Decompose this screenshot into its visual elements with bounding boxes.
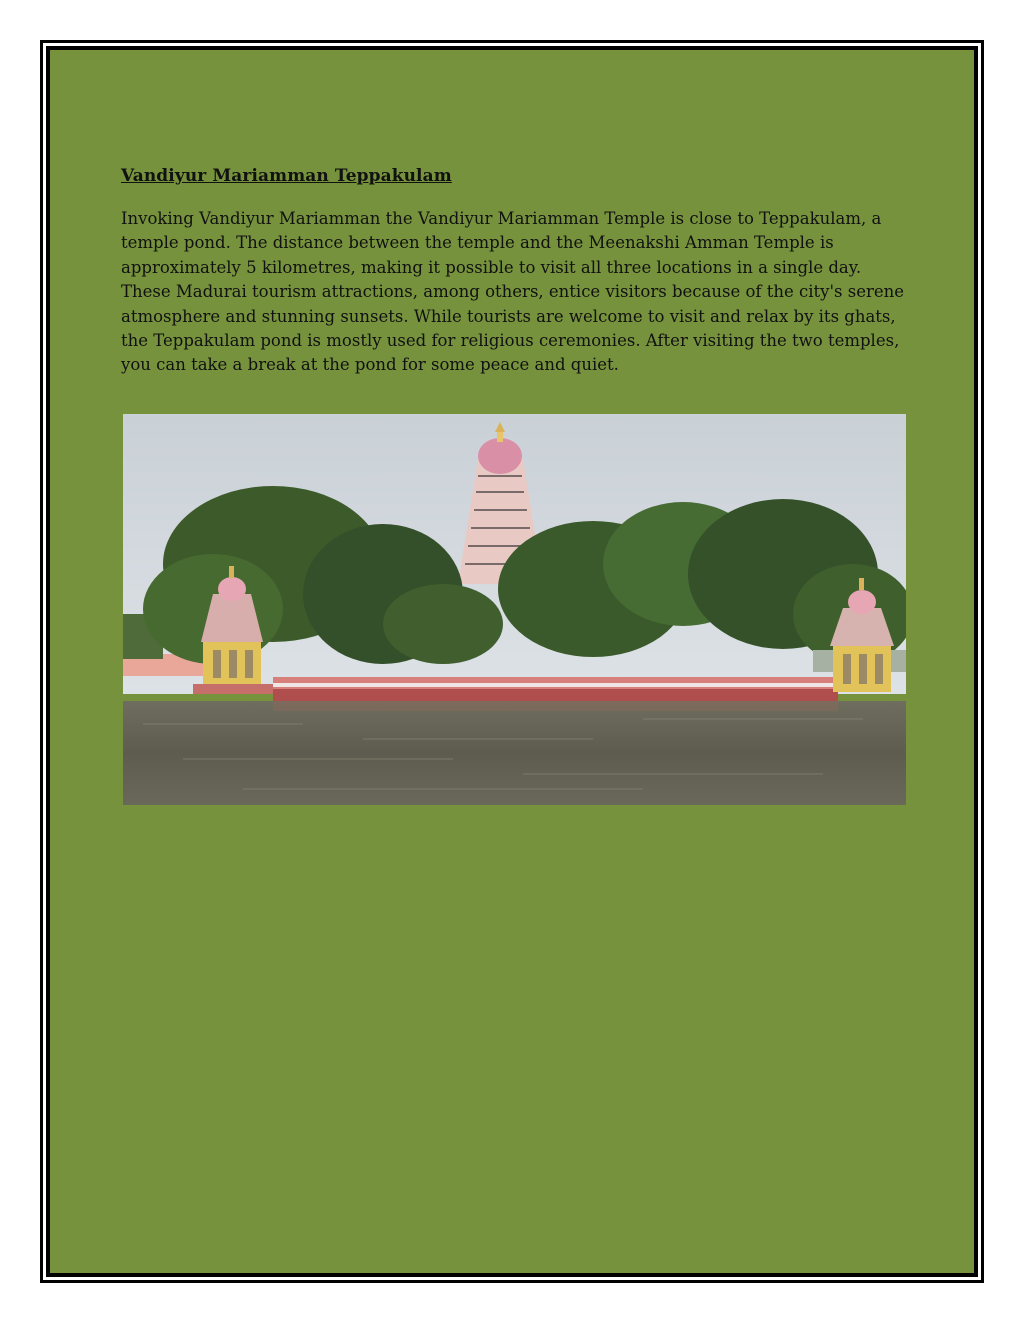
island-wall xyxy=(193,677,838,701)
article-paragraph: Invoking Vandiyur Mariamman the Vandiyur Mariamman Temple is close to Teppakulam, a temple pond. The distance between the temple and the Meenakshi Amman Temple is approximately 5 kilometres, making it possible to visit all three locations in a single day. These Madurai tourism attractions, among others, entice visitors because of the city's serene atmosphere and stunning sunsets. While tourists are welcome to visit and relax by its ghats, the Teppakulam pond is mostly used for religious ceremonies. After visiting the two temples, you can take a break at the pond for some peace and quiet. xyxy=(121,209,905,375)
article-title: Vandiyur Mariamman Teppakulam xyxy=(121,166,452,186)
temple-pond-illustration xyxy=(123,414,906,805)
temple-pond-photo xyxy=(123,414,906,805)
